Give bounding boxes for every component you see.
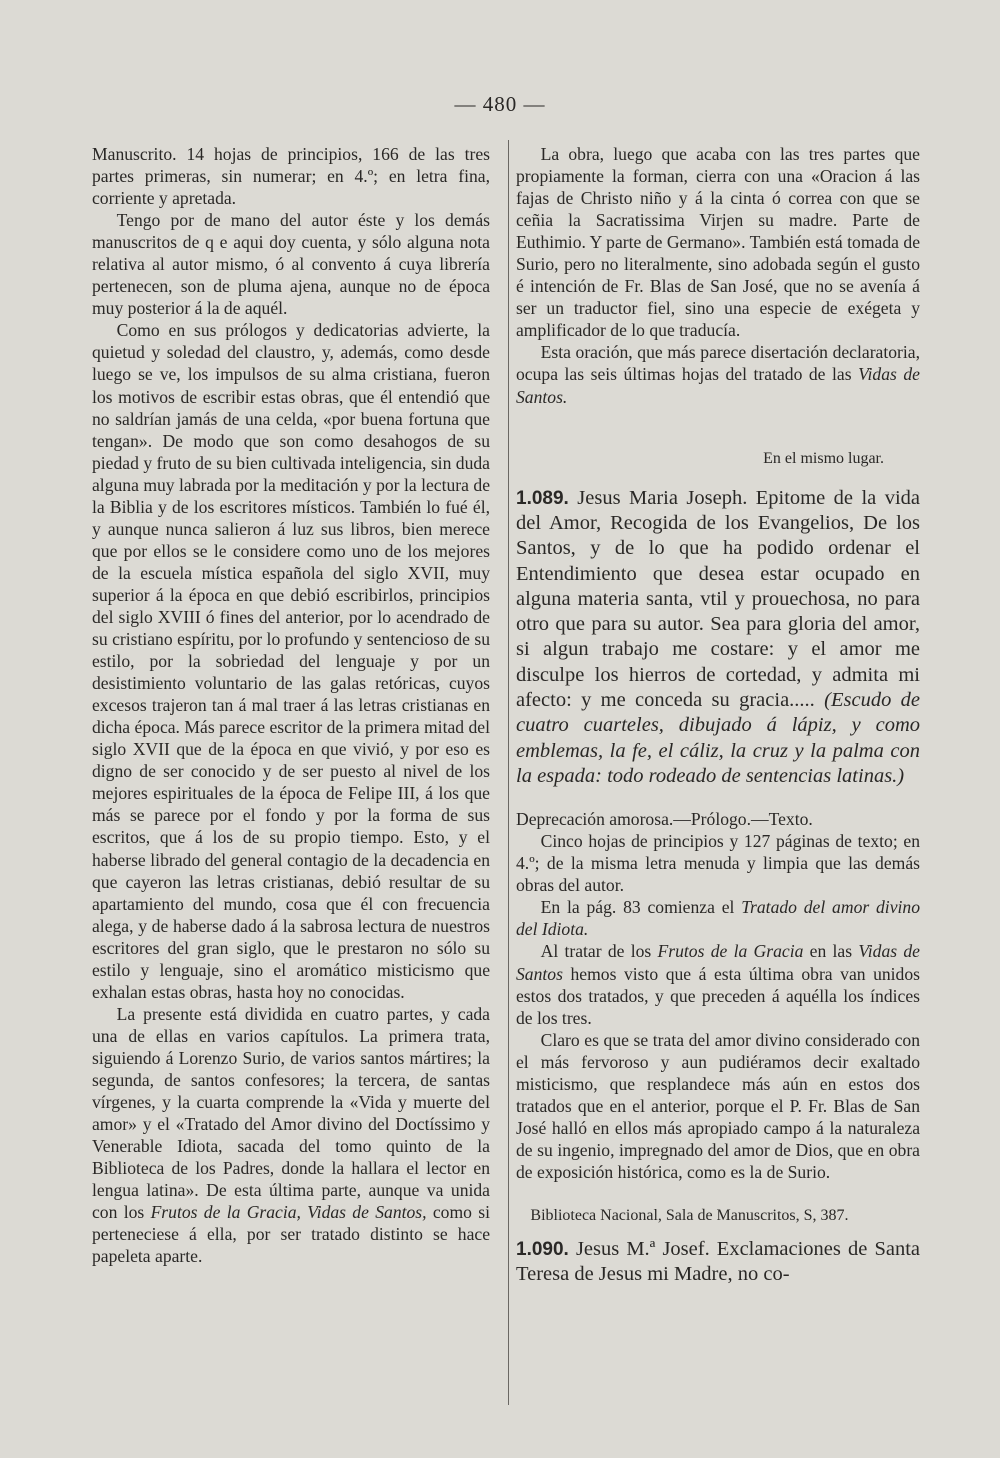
entry-1090	[516, 1237, 920, 1288]
location-note: En el mismo lugar.	[763, 449, 884, 467]
paragraph-pag-83	[516, 896, 920, 940]
paragraph-cinco-hojas: Cinco hojas de principios y 127 páginas de texto; en 4.º; de la misma letra menuda y limpia que las demás obras del autor.	[516, 831, 920, 896]
paragraph-authorship: Tengo por de mano del autor éste y los demás manuscritos de q e aqui doy cuenta, y sólo alguna nota relativa al autor mismo, ó al convento á cuya librería pertenecen, son de pluma ajena, aunque no de época muy posterior á la de aquél.	[92, 210, 490, 319]
paragraph-prologues: Como en sus prólogos y dedicatorias advierte, la quietud y soledad del claustro, y, además, como desde luego se ve, los impulsos de su alma cristiana, fueron los motivos de escribir estas obras, que él entendió que no saldrían jamás de una celda, «por buena fortuna que tengan». De modo que son como desahogos de su piedad y fruto de su bien cultivada inteligencia, sin duda alguna muy labrada por la meditación y por la lectura de la Biblia y de los escritores místicos. También lo fué él, y aunque nunca salieron á luz sus libros, bien merece que por ellos se le considere como uno de los mejores de la escuela mística española del siglo XVII, muy superior á la época en que debió escribirlos, principios del siglo XVIII ó fines del anterior, por lo acendrado de su cristiano espíritu, por lo profundo y sentencioso de su estilo, por la sobriedad del lenguaje y por un desistimiento voluntario de las galas retóricas, cuyos excesos trajeron tan á mal traer á las letras cristianas en dicha época. Más parece escritor de la primera mitad del siglo XVII que de la época en que vivió, y por eso es digno de ser conocido y de ser puesto al nivel de los mejores espirituales de la época de Felipe III, á los que más se parece por el fondo y por la forma de sus escritos, que á los de su propio tiempo. Esto, y el haberse librado del general contagio de la decadencia en que cayeron las letras cristianas, debió resultar de su apartamiento del mundo, cosa que él con frecuencia alega, y de haberse dado á la sabrosa lectura de nuestros escritores del gran siglo, que le prestaron no sólo su estilo y lenguaje, sino el aromático misticismo que exhalan estas obras, hasta hoy no conocidas.	[92, 320, 490, 1002]
paragraph-structure	[92, 1003, 490, 1268]
paragraph-manuscript: Manuscrito. 14 hojas de principios, 166 de las tres partes primeras, sin numerar; en 4.º; en letra fina, corriente y apretada.	[92, 144, 490, 209]
entry-number: 1.089.	[516, 487, 569, 509]
text-span: como si perteneciese á ella, por ser tratado distinto se hace papeleta aparte.	[92, 1202, 490, 1267]
library-location: Biblioteca Nacional, Sala de Manuscritos, S, 387.	[530, 1206, 849, 1224]
left-column	[92, 143, 490, 1267]
entry-title: Jesus M.ª Josef. Exclamaciones de Santa Teresa de Jesus mi Madre, no co-	[516, 1238, 920, 1286]
page-number: — 480 —	[454, 92, 546, 116]
entry-1089	[516, 486, 920, 790]
italic-title: Frutos de la Gracia, Vidas de Santos,	[150, 1202, 427, 1223]
paragraph-disertacion	[516, 341, 920, 407]
entry-description: (Escudo de cuatro cuarteles, dibujado á lápiz, y como emblemas, la fe, el cáliz, la cruz y la palma con la espada: todo rodeado de sentencias latinas.)	[516, 688, 920, 787]
italic-title: Vidas de Santos	[516, 941, 920, 984]
italic-title: Frutos de la Gracia	[657, 941, 804, 962]
paragraph-frutos	[516, 940, 920, 1028]
paragraph-claro: Claro es que se trata del amor divino considerado con el más fervoroso y aun pudiéramos decir exaltado misticismo, que resplandece más aún en estos dos tratados que en el anterior, porque el P. Fr. Blas de San José halló en ellos más apropiado campo á la naturaleza de su ingenio, impregnado del amor de Dios, que en obra de exposición histórica, como es la de Surio.	[516, 1029, 920, 1182]
italic-title: Vidas de Santos.	[516, 364, 920, 407]
column-divider	[508, 140, 509, 1405]
entry-number: 1.090.	[516, 1239, 569, 1261]
text-span: en las	[809, 941, 853, 962]
paragraph-oracion: La obra, luego que acaba con las tres partes que propiamente la forman, cierra con una «Oracion á las fajas de Christo niño y á la cinta ó correa con que se ceñia la Sacratissima Virjen su madre. Parte de Euthimio. Y parte de Germano». También está tomada de Surio, pero no literalmente, sino adobada según el gusto é intención de Fr. Blas de San José, que no se avenía á ser un traductor fiel, sino una especie de exégeta y amplificador de lo que traducía.	[516, 144, 920, 341]
text-span: Al tratar de los	[540, 941, 652, 962]
text-span: La presente está dividida en cuatro partes, y cada una de ellas en varios capítulos. La primera trata, siguiendo á Lorenzo Surio, de varios santos mártires; la segunda, de santos confesores; la tercera, de santas vírgenes, y la cuarta comprende la «Vida y muerte del amor» y el «Tratado del Amor divino del Doctíssimo y Venerable Idiota, sacada del tomo quinto de la Biblioteca de los Padres, donde la hallara el lector en lengua latina». De esta última parte, aunque va unida con los	[92, 1003, 490, 1223]
text-span: En la pág. 83 comienza el	[540, 897, 735, 918]
italic-title: Tratado del amor divino del Idiota.	[516, 897, 920, 940]
text-span: Esta oración, que más parece disertación declaratoria, ocupa las seis últimas hojas del tratado de las	[516, 342, 920, 385]
entry-title: Jesus Maria Joseph. Epitome de la vida del Amor, Recogida de los Evangelios, De los Santos, y de lo que ha podido ordenar el Entendimiento que desea estar ocupado en alguna materia santa, vtil y prouechosa, no para otro que para su autor. Sea para gloria del amor, si algun trabajo me costare: y el amor me disculpe los hierros de cortedad, y admita mi afecto: y me conceda su gracia.....	[516, 486, 921, 711]
text-span: hemos visto que á esta última obra van unidos estos dos tratados, y que preceden á aquélla los índices de los tres.	[516, 963, 920, 1028]
right-column	[516, 143, 920, 1288]
contents-line: Deprecación amorosa.—Prólogo.—Texto.	[516, 809, 813, 830]
